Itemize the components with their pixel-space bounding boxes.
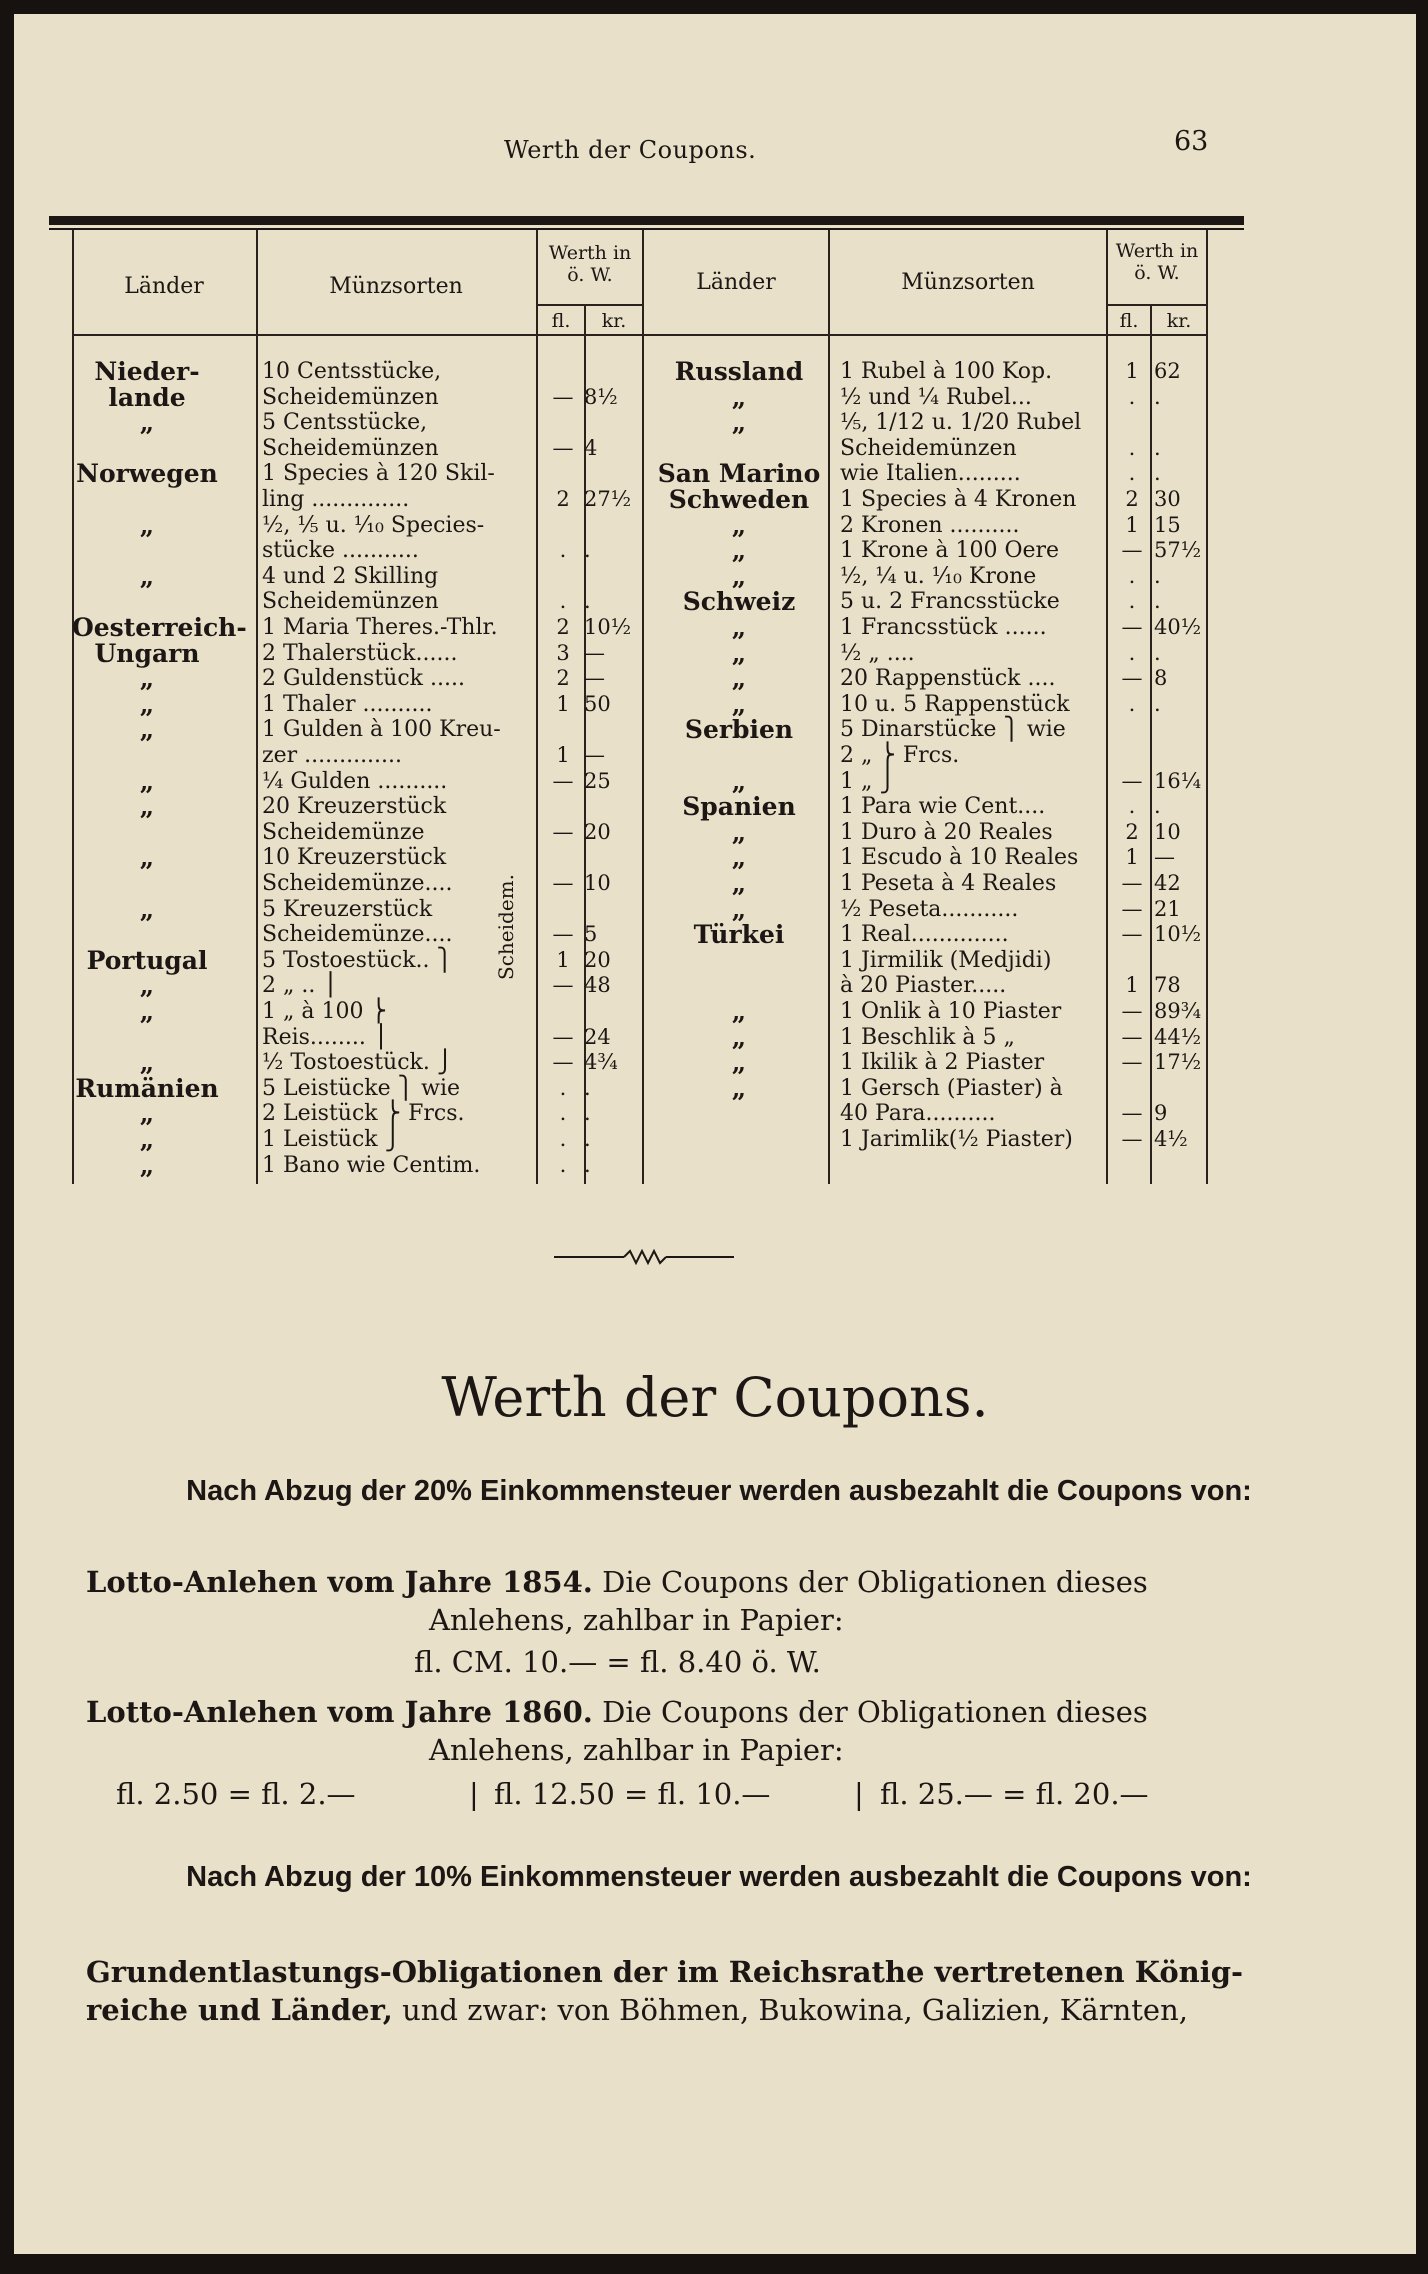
left-row-27-country: „ [139, 1048, 155, 1078]
left-row-10-kr: 10½ [584, 615, 632, 639]
left-row-30-fl: . [559, 1127, 567, 1151]
scanned-page [14, 14, 1416, 2254]
left-row-24-coin: 2 „ .. ⎪ [262, 973, 339, 999]
left-row-15-coin: zer .............. [262, 743, 403, 768]
col-header-coins: Münzsorten [329, 274, 463, 299]
right-row-20-coin: 1 Peseta à 4 Reales [840, 871, 1057, 896]
left-row-8-coin: 4 und 2 Skilling [262, 563, 439, 589]
left-row-26-coin: Reis........ ⎪ [262, 1024, 390, 1050]
right-row-23-coin: 1 Jirmilik (Medjidi) [840, 947, 1052, 973]
right-row-22-kr: 10½ [1154, 922, 1202, 947]
scheidem-note: Scheidem. [494, 874, 518, 980]
left-row-26-fl: — [552, 1024, 574, 1049]
right-row-5-fl: 2 [1125, 487, 1139, 511]
left-row-15-fl: 1 [556, 743, 570, 767]
right-row-30-kr: 4½ [1154, 1127, 1188, 1151]
left-row-13-kr: 50 [584, 691, 611, 716]
left-row-28-fl: . [559, 1075, 567, 1100]
right-row-12-country: „ [731, 664, 747, 694]
right-row-27-country: „ [731, 1048, 747, 1078]
right-row-20-kr: 42 [1154, 871, 1181, 895]
left-row-31-kr: . [584, 1152, 591, 1177]
left-row-27-coin: ½ Tostoestück. ⎭ [262, 1050, 454, 1076]
right-row-18-kr: 10 [1154, 819, 1181, 844]
right-row-13-kr: . [1154, 691, 1161, 716]
right-row-14-coin: 5 Dinarstücke ⎫ wie [840, 717, 1066, 743]
right-row-11-fl: . [1128, 640, 1136, 665]
left-row-18-fl: — [552, 819, 574, 844]
left-row-9-coin: Scheidemünzen [262, 589, 439, 615]
left-row-0-coin: 10 Centsstücke, [262, 359, 442, 384]
lotto-1860-line [86, 1694, 1148, 1730]
right-row-1-coin: ½ und ¼ Rubel... [840, 384, 1032, 410]
section-title: Werth der Coupons. [441, 1366, 989, 1429]
lotto-1860-value-3: fl. 25.— = fl. 20.— [880, 1777, 1149, 1811]
right-row-24-coin: à 20 Piaster..... [840, 973, 1007, 999]
right-row-25-country: „ [731, 997, 747, 1026]
right-row-1-fl: . [1128, 384, 1136, 409]
left-row-21-country: „ [139, 894, 155, 924]
left-row-28-kr: . [584, 1075, 591, 1100]
left-row-30-kr: . [584, 1127, 591, 1151]
left-row-6-country: „ [139, 510, 155, 540]
left-row-3-kr: 4 [584, 435, 598, 460]
left-row-15-kr: — [584, 743, 605, 767]
right-row-3-coin: Scheidemünzen [840, 435, 1017, 461]
lotto-1860-text: Die Coupons der Obligationen dieses [602, 1695, 1148, 1729]
left-row-4-coin: 1 Species à 120 Skil- [262, 461, 495, 487]
right-row-30-fl: — [1121, 1127, 1143, 1151]
left-row-22-fl: — [552, 922, 574, 947]
right-row-11-kr: . [1154, 640, 1161, 665]
grund-line-2-bold: reiche und Länder, [86, 1993, 393, 2027]
col-divider [256, 230, 258, 1184]
right-row-16-country: „ [731, 766, 747, 796]
right-row-16-fl: — [1121, 768, 1143, 793]
right-row-4-country: San Marino [657, 459, 821, 489]
right-row-6-kr: 15 [1154, 512, 1181, 537]
right-row-15-coin: 2 „ ⎬ Frcs. [840, 743, 960, 768]
left-row-14-coin: 1 Gulden à 100 Kreu- [262, 717, 501, 743]
left-row-22-coin: Scheidemünze.... [262, 922, 453, 948]
left-row-11-country: Ungarn [94, 638, 200, 668]
left-row-31-coin: 1 Bano wie Centim. [262, 1152, 481, 1178]
left-row-31-country: „ [139, 1150, 155, 1180]
left-row-26-kr: 24 [584, 1024, 611, 1049]
left-row-24-kr: 48 [584, 973, 611, 998]
right-row-4-coin: wie Italien......... [840, 461, 1021, 487]
left-row-19-coin: 10 Kreuzerstück [262, 845, 447, 871]
right-row-2-coin: ⅕, 1/12 u. 1/20 Rubel [840, 410, 1082, 436]
col-header-value-2: Werth in ö. W. [1115, 240, 1199, 284]
col-header-country-2: Länder [696, 270, 776, 295]
right-row-13-coin: 10 u. 5 Rappenstück [840, 691, 1070, 717]
right-row-10-coin: 1 Francsstück ...... [840, 615, 1047, 640]
left-row-20-kr: 10 [584, 871, 611, 895]
col-header-coins-2: Münzsorten [901, 270, 1035, 295]
right-row-16-coin: 1 „ ⎭ [840, 768, 896, 794]
right-row-13-fl: . [1128, 691, 1136, 716]
right-row-0-country: Russland [674, 357, 804, 386]
left-row-28-country: Rumänien [75, 1073, 219, 1103]
right-row-29-coin: 40 Para.......... [840, 1101, 996, 1127]
left-row-13-coin: 1 Thaler .......... [262, 691, 433, 717]
left-row-23-coin: 5 Tostoestück.. ⎫ [262, 947, 454, 973]
left-row-18-kr: 20 [584, 819, 611, 844]
lotto-1854-title: Lotto-Anlehen vom Jahre 1854. [86, 1565, 593, 1599]
right-row-6-country: „ [731, 510, 747, 540]
right-row-25-kr: 89¾ [1154, 999, 1202, 1023]
right-row-9-kr: . [1154, 589, 1161, 614]
right-row-10-kr: 40½ [1154, 615, 1202, 639]
right-row-7-country: „ [731, 536, 747, 566]
left-row-11-kr: — [584, 640, 605, 665]
right-row-7-coin: 1 Krone à 100 Oere [840, 538, 1060, 564]
left-row-30-coin: 1 Leistück ⎭ [262, 1127, 402, 1152]
right-row-18-country: „ [731, 817, 747, 847]
right-row-7-fl: — [1121, 538, 1143, 563]
right-row-11-country: „ [731, 638, 747, 668]
right-row-8-fl: . [1128, 563, 1136, 588]
right-row-14-country: Serbien [684, 715, 794, 745]
left-row-3-coin: Scheidemünzen [262, 435, 439, 461]
right-row-21-country: „ [731, 894, 747, 924]
left-row-19-country: „ [139, 843, 155, 873]
left-row-4-country: Norwegen [76, 459, 218, 489]
right-row-5-country: Schweden [668, 485, 810, 514]
left-row-7-coin: stücke ........... [262, 538, 419, 564]
col-divider [828, 230, 830, 1184]
right-row-8-kr: . [1154, 563, 1161, 588]
table-top-rule-thin [49, 228, 1244, 230]
left-row-22-kr: 5 [584, 922, 598, 947]
lotto-1860-value-2: fl. 12.50 = fl. 10.— [494, 1777, 771, 1811]
left-row-21-coin: 5 Kreuzerstück [262, 896, 433, 922]
lotto-1860-separator: | [469, 1777, 479, 1811]
right-row-9-coin: 5 u. 2 Francsstücke [840, 589, 1060, 615]
left-row-1-fl: — [552, 384, 574, 409]
right-row-28-coin: 1 Gersch (Piaster) à [840, 1075, 1063, 1101]
left-row-25-coin: 1 „ à 100 ⎬ [262, 999, 387, 1024]
right-row-18-fl: 2 [1125, 819, 1139, 844]
right-row-26-kr: 44½ [1154, 1024, 1202, 1049]
right-row-13-country: „ [731, 689, 747, 719]
left-row-9-kr: . [584, 589, 591, 614]
right-row-26-fl: — [1121, 1024, 1143, 1049]
right-row-21-kr: 21 [1154, 896, 1181, 921]
right-row-26-coin: 1 Beschlik à 5 „ [840, 1024, 1015, 1050]
left-row-12-kr: — [584, 666, 605, 691]
subhead-20-percent: Nach Abzug der 20% Einkommensteuer werden ausbezahlt die Coupons von: [186, 1475, 1252, 1507]
left-row-5-coin: ling .............. [262, 487, 410, 512]
left-row-13-country: „ [139, 689, 155, 719]
left-row-16-coin: ¼ Gulden .......... [262, 768, 448, 794]
right-row-20-fl: — [1121, 871, 1143, 895]
left-row-16-country: „ [139, 766, 155, 796]
right-row-19-kr: — [1154, 845, 1175, 870]
left-row-9-fl: . [559, 589, 567, 614]
right-row-27-fl: — [1121, 1050, 1143, 1075]
left-row-2-coin: 5 Centsstücke, [262, 410, 428, 436]
grund-line-2 [86, 1992, 1188, 2028]
right-row-12-coin: 20 Rappenstück .... [840, 666, 1056, 692]
left-row-1-country: lande [108, 382, 186, 412]
right-row-19-fl: 1 [1125, 845, 1139, 870]
right-row-17-country: Spanien [682, 792, 796, 822]
left-row-12-fl: 2 [556, 666, 570, 691]
right-row-4-kr: . [1154, 461, 1161, 486]
col-header-fl: fl. [551, 310, 571, 332]
right-row-22-fl: — [1121, 922, 1143, 947]
lotto-1854-text: Die Coupons der Obligationen dieses [602, 1565, 1148, 1599]
right-row-6-coin: 2 Kronen .......... [840, 512, 1020, 538]
left-row-20-coin: Scheidemünze.... [262, 871, 453, 896]
right-row-7-kr: 57½ [1154, 538, 1202, 563]
left-row-1-kr: 8½ [584, 384, 618, 409]
left-row-24-fl: — [552, 973, 574, 998]
left-row-16-fl: — [552, 768, 574, 793]
right-row-22-country: Türkei [693, 920, 785, 950]
left-row-16-kr: 25 [584, 768, 611, 793]
left-row-29-coin: 2 Leistück ⎬ Frcs. [262, 1101, 465, 1127]
left-row-12-country: „ [139, 664, 155, 694]
left-row-7-kr: . [584, 538, 591, 563]
right-row-25-fl: — [1121, 999, 1143, 1023]
left-row-24-country: „ [139, 971, 155, 1001]
right-row-1-country: „ [731, 382, 747, 412]
left-row-29-fl: . [559, 1101, 567, 1126]
left-row-23-fl: 1 [556, 947, 570, 972]
left-row-20-fl: — [552, 871, 574, 895]
right-row-0-fl: 1 [1125, 359, 1139, 383]
right-row-26-country: „ [731, 1022, 747, 1052]
right-row-10-fl: — [1121, 615, 1143, 639]
left-row-18-coin: Scheidemünze [262, 819, 425, 845]
left-row-17-country: „ [139, 792, 155, 822]
right-row-29-fl: — [1121, 1101, 1143, 1126]
right-row-16-kr: 16¼ [1154, 768, 1202, 793]
left-row-11-fl: 3 [556, 640, 570, 665]
right-row-17-fl: . [1128, 794, 1136, 819]
right-row-9-country: Schweiz [682, 587, 796, 617]
left-row-13-fl: 1 [556, 691, 570, 716]
right-row-22-coin: 1 Real.............. [840, 922, 1009, 948]
col-header-kr: kr. [601, 310, 627, 332]
left-row-30-country: „ [139, 1125, 155, 1154]
left-row-29-kr: . [584, 1101, 591, 1126]
right-row-5-coin: 1 Species à 4 Kronen [840, 487, 1077, 512]
left-row-3-fl: — [552, 435, 574, 460]
left-row-14-country: „ [139, 715, 155, 745]
right-row-21-coin: ½ Peseta........... [840, 896, 1019, 922]
right-row-24-fl: 1 [1125, 973, 1139, 998]
left-row-0-country: Nieder- [94, 357, 200, 386]
right-row-29-kr: 9 [1154, 1101, 1168, 1126]
right-row-8-country: „ [731, 561, 747, 591]
left-row-5-fl: 2 [556, 487, 570, 511]
lotto-1860-title: Lotto-Anlehen vom Jahre 1860. [86, 1695, 593, 1729]
right-row-10-country: „ [731, 613, 747, 642]
right-row-18-coin: 1 Duro à 20 Reales [840, 819, 1053, 845]
col-header-kr-2: kr. [1166, 310, 1192, 332]
lotto-1854-text2: Anlehens, zahlbar in Papier: [429, 1603, 844, 1637]
right-row-28-country: „ [731, 1073, 747, 1103]
right-row-19-country: „ [731, 843, 747, 873]
right-row-30-coin: 1 Jarimlik(½ Piaster) [840, 1127, 1073, 1152]
left-row-27-fl: — [552, 1050, 574, 1075]
lotto-1860-value-1: fl. 2.50 = fl. 2.— [116, 1777, 356, 1811]
header-rule [536, 304, 642, 306]
page-number: 63 [1174, 126, 1209, 157]
lotto-1854-value: fl. CM. 10.— = fl. 8.40 ö. W. [414, 1645, 821, 1679]
lotto-1860-separator: | [854, 1777, 864, 1811]
left-row-28-coin: 5 Leistücke ⎫ wie [262, 1075, 460, 1101]
col-header-value: Werth in ö. W. [548, 242, 632, 286]
right-row-24-kr: 78 [1154, 973, 1181, 998]
ornament-divider [544, 1242, 744, 1272]
left-row-10-fl: 2 [556, 615, 570, 639]
left-row-5-kr: 27½ [584, 487, 632, 511]
left-row-8-country: „ [139, 561, 155, 591]
left-row-29-country: „ [139, 1099, 155, 1129]
right-row-6-fl: 1 [1125, 512, 1139, 537]
left-row-6-coin: ½, ⅕ u. ⅒ Species- [262, 512, 485, 538]
right-row-25-coin: 1 Onlik à 10 Piaster [840, 999, 1062, 1024]
left-row-10-country: Oesterreich- [72, 613, 247, 642]
left-row-7-fl: . [559, 538, 567, 563]
left-row-11-coin: 2 Thalerstück...... [262, 640, 458, 666]
right-row-9-fl: . [1128, 589, 1136, 614]
right-row-3-fl: . [1128, 435, 1136, 460]
col-header-fl-2: fl. [1119, 310, 1139, 332]
left-row-25-country: „ [139, 997, 155, 1026]
subhead-10-percent: Nach Abzug der 10% Einkommensteuer werden ausbezahlt die Coupons von: [186, 1861, 1252, 1893]
right-row-2-country: „ [731, 408, 747, 438]
header-rule [1106, 304, 1206, 306]
right-row-12-fl: — [1121, 666, 1143, 691]
right-row-17-kr: . [1154, 794, 1161, 819]
left-row-23-kr: 20 [584, 947, 611, 972]
lotto-1854-line [86, 1564, 1148, 1600]
right-row-17-coin: 1 Para wie Cent.... [840, 794, 1046, 820]
right-row-3-kr: . [1154, 435, 1161, 460]
right-row-21-fl: — [1121, 896, 1143, 921]
grund-line-1: Grundentlastungs-Obligationen der im Reichsrathe vertretenen König- [86, 1955, 1244, 1989]
right-row-19-coin: 1 Escudo à 10 Reales [840, 845, 1079, 871]
lotto-1860-text2: Anlehens, zahlbar in Papier: [429, 1733, 844, 1767]
col-divider [1150, 304, 1152, 1184]
running-title: Werth der Coupons. [504, 136, 757, 164]
right-row-8-coin: ½, ¼ u. ⅒ Krone [840, 563, 1037, 589]
right-row-11-coin: ½ „ .... [840, 640, 915, 666]
table-top-rule [49, 216, 1244, 225]
left-row-2-country: „ [139, 408, 155, 438]
col-header-country: Länder [124, 274, 204, 299]
left-row-12-coin: 2 Guldenstück ..... [262, 666, 465, 692]
header-bottom-rule [72, 334, 1206, 336]
left-row-23-country: Portugal [86, 945, 208, 975]
right-row-20-country: „ [731, 869, 747, 898]
right-row-0-coin: 1 Rubel à 100 Kop. [840, 359, 1053, 384]
left-row-27-kr: 4¾ [584, 1050, 618, 1075]
left-row-10-coin: 1 Maria Theres.-Thlr. [262, 615, 498, 640]
right-row-0-kr: 62 [1154, 359, 1181, 383]
right-row-27-coin: 1 Ikilik à 2 Piaster [840, 1050, 1045, 1076]
left-row-1-coin: Scheidemünzen [262, 384, 439, 410]
col-divider [536, 230, 538, 1184]
grund-line-2-rest: und zwar: von Böhmen, Bukowina, Galizien, Kärnten, [402, 1993, 1188, 2027]
right-row-1-kr: . [1154, 384, 1161, 409]
right-row-27-kr: 17½ [1154, 1050, 1202, 1075]
left-row-17-coin: 20 Kreuzerstück [262, 794, 447, 820]
right-row-5-kr: 30 [1154, 487, 1181, 511]
right-row-12-kr: 8 [1154, 666, 1168, 691]
left-row-31-fl: . [559, 1152, 567, 1177]
right-row-4-fl: . [1128, 461, 1136, 486]
